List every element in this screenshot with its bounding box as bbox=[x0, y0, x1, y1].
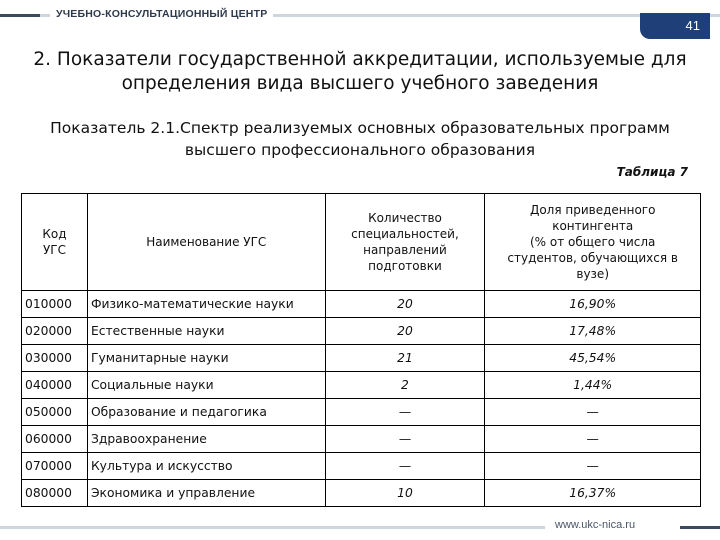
row-name: Экономика и управление bbox=[87, 480, 325, 507]
row-count: 20 bbox=[325, 318, 485, 345]
row-code: 070000 bbox=[22, 453, 88, 480]
table-row bbox=[22, 480, 701, 507]
indicator-title bbox=[0, 117, 720, 161]
slide-title-line: определения вида высшего учебного заведения bbox=[121, 73, 599, 94]
header-share-line: Доля приведенного bbox=[529, 203, 656, 217]
row-code: 020000 bbox=[22, 318, 88, 345]
header-share-line: контингента bbox=[552, 219, 634, 233]
row-share: 45,54% bbox=[485, 345, 701, 372]
slide-title-line: 2. Показатели государственной аккредитации, используемые для bbox=[33, 49, 687, 70]
row-count: 2 bbox=[325, 372, 485, 399]
row-count: 20 bbox=[325, 291, 485, 318]
ugs-table bbox=[21, 193, 701, 507]
header-code-line: УГС bbox=[42, 243, 66, 257]
header-share bbox=[485, 194, 701, 291]
row-name: Социальные науки bbox=[87, 372, 325, 399]
row-share: 16,37% bbox=[485, 480, 701, 507]
row-share: — bbox=[485, 399, 701, 426]
header-count-line: подготовки bbox=[368, 259, 442, 273]
header-count-line: Количество bbox=[368, 211, 442, 225]
table-row bbox=[22, 291, 701, 318]
slide-title bbox=[0, 48, 720, 96]
table-row bbox=[22, 453, 701, 480]
row-count: 10 bbox=[325, 480, 485, 507]
row-share: 1,44% bbox=[485, 372, 701, 399]
row-share: 17,48% bbox=[485, 318, 701, 345]
indicator-title-line: высшего профессионального образования bbox=[184, 141, 536, 159]
header-code bbox=[22, 194, 88, 291]
header-rule-accent bbox=[0, 14, 40, 17]
header-share-line: вузе) bbox=[576, 267, 609, 281]
table-row bbox=[22, 426, 701, 453]
header-name bbox=[87, 194, 325, 291]
row-name: Гуманитарные науки bbox=[87, 345, 325, 372]
row-name: Образование и педагогика bbox=[87, 399, 325, 426]
header-code-line: Код bbox=[42, 227, 67, 241]
row-code: 050000 bbox=[22, 399, 88, 426]
row-code: 010000 bbox=[22, 291, 88, 318]
table-row bbox=[22, 399, 701, 426]
row-name: Здравоохранение bbox=[87, 426, 325, 453]
row-name: Культура и искусство bbox=[87, 453, 325, 480]
row-count: — bbox=[325, 453, 485, 480]
indicator-title-line: Показатель 2.1.Спектр реализуемых основных образовательных программ bbox=[50, 119, 670, 137]
footer-url: www.ukc-nica.ru bbox=[555, 519, 636, 531]
row-name: Естественные науки bbox=[87, 318, 325, 345]
footer-rule-accent bbox=[680, 526, 720, 529]
row-count: 21 bbox=[325, 345, 485, 372]
table-row bbox=[22, 318, 701, 345]
row-code: 060000 bbox=[22, 426, 88, 453]
header-brand: УЧЕБНО-КОНСУЛЬТАЦИОННЫЙ ЦЕНТР bbox=[50, 8, 273, 20]
header-name-line: Наименование УГС bbox=[146, 235, 267, 249]
row-count: — bbox=[325, 399, 485, 426]
page-number: 41 bbox=[685, 18, 700, 33]
table-row bbox=[22, 372, 701, 399]
header-count-line: направлений bbox=[363, 243, 447, 257]
footer-rule bbox=[0, 526, 545, 529]
table-caption: Таблица 7 bbox=[616, 165, 688, 179]
table-row bbox=[22, 345, 701, 372]
row-code: 040000 bbox=[22, 372, 88, 399]
page-number-badge bbox=[640, 13, 710, 39]
row-share: — bbox=[485, 453, 701, 480]
header-count-line: специальностей, bbox=[351, 227, 459, 241]
row-share: 16,90% bbox=[485, 291, 701, 318]
header-share-line: студентов, обучающихся в bbox=[507, 251, 678, 265]
row-code: 080000 bbox=[22, 480, 88, 507]
row-name: Физико-математические науки bbox=[87, 291, 325, 318]
table-header-row bbox=[22, 194, 701, 291]
row-count: — bbox=[325, 426, 485, 453]
row-code: 030000 bbox=[22, 345, 88, 372]
row-share: — bbox=[485, 426, 701, 453]
header-share-line: (% от общего числа bbox=[529, 235, 656, 249]
header-count bbox=[325, 194, 485, 291]
